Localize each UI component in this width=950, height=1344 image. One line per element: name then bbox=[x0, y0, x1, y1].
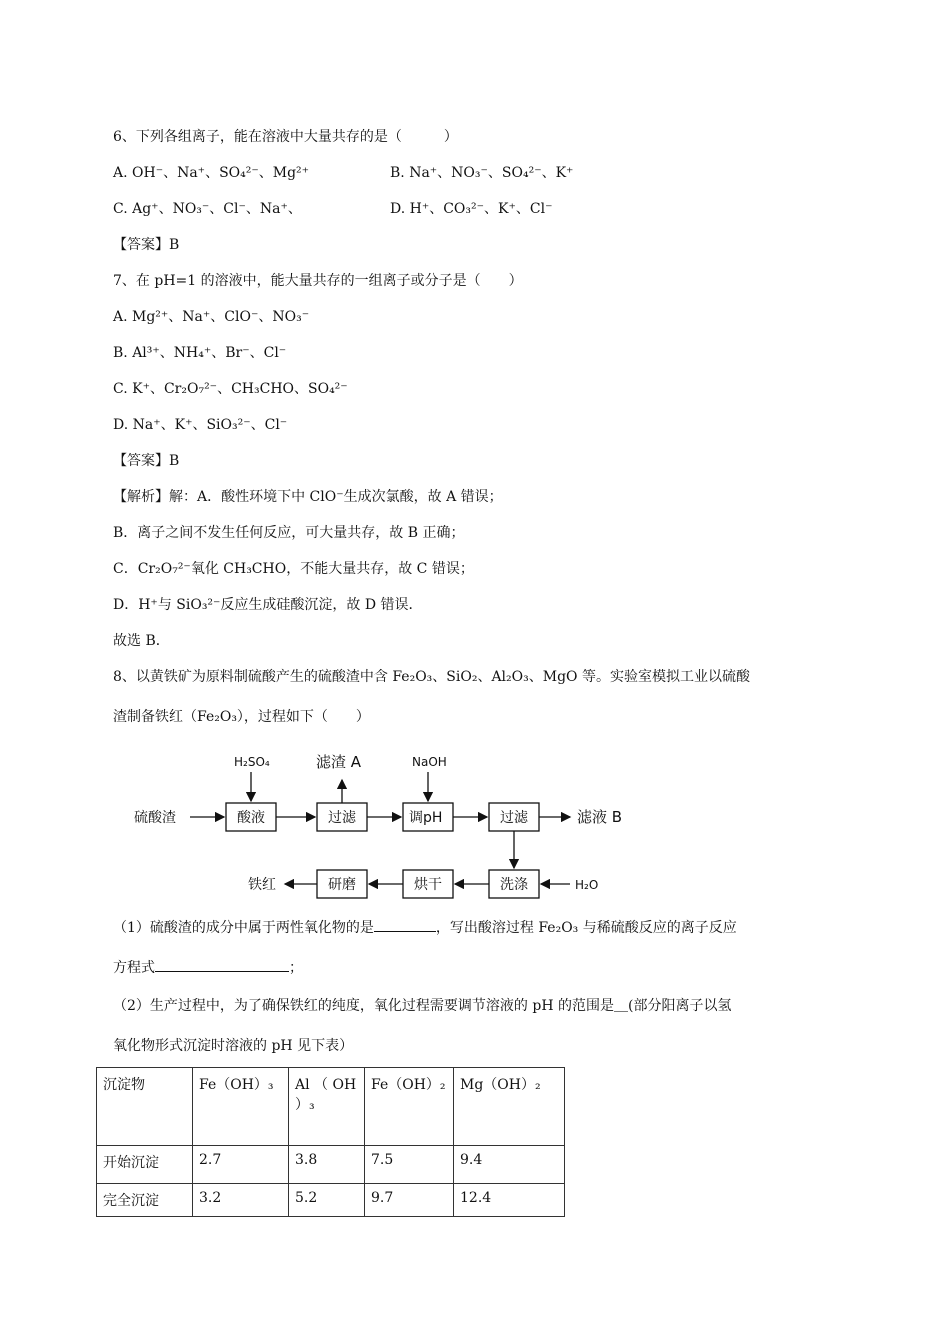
q8-stem-line1: 8、以黄铁矿为原料制硫酸产生的硫酸渣中含 Fe₂O₃、SiO₂、Al₂O₃、MgO 等。实验室模拟工业以硫酸 bbox=[113, 669, 750, 685]
table-cell: 3.2 bbox=[193, 1184, 289, 1217]
table-cell: 7.5 bbox=[365, 1146, 454, 1184]
flow-box-acid-leach-label: 酸液 bbox=[237, 810, 265, 826]
q8-sub1-text-d: ； bbox=[289, 960, 303, 976]
table-cell: 3.8 bbox=[289, 1146, 365, 1184]
answer-blank[interactable] bbox=[374, 917, 436, 932]
q8-sub2-line1: （2）生产过程中，为了确保铁红的纯度，氧化过程需要调节溶液的 pH 的范围是＿(部分阳离子以氢 bbox=[113, 998, 732, 1014]
q6-option-d: D. H⁺、CO₃²⁻、K⁺、Cl⁻ bbox=[390, 201, 553, 217]
table-cell: 5.2 bbox=[289, 1184, 365, 1217]
table-cell: 9.4 bbox=[454, 1146, 565, 1184]
table-header-cell: Fe（OH）₃ bbox=[193, 1068, 289, 1146]
q6-option-c: C. Ag⁺、NO₃⁻、Cl⁻、Na⁺、 bbox=[113, 201, 302, 217]
q7-analysis-line: D．H⁺与 SiO₃²⁻反应生成硅酸沉淀，故 D 错误． bbox=[113, 597, 423, 613]
flow-filtrate-b-label: 滤液 B bbox=[577, 808, 623, 826]
table-header-cell: Fe（OH）₂ bbox=[365, 1068, 454, 1146]
table-header-cell: 沉淀物 bbox=[97, 1068, 193, 1146]
flow-input-label: 硫酸渣 bbox=[134, 810, 176, 826]
q6-answer: 【答案】B bbox=[113, 237, 180, 253]
q8-sub2-line2: 氧化物形式沉淀时溶液的 pH 见下表） bbox=[113, 1038, 354, 1054]
flow-box-dry-label: 烘干 bbox=[414, 877, 442, 893]
table-header-cell: Mg（OH）₂ bbox=[454, 1068, 565, 1146]
table-cell: 9.7 bbox=[365, 1184, 454, 1217]
table-header-row bbox=[97, 1068, 565, 1146]
q7-analysis-line: 故选 B． bbox=[113, 633, 170, 649]
q8-sub1-line1 bbox=[113, 917, 737, 938]
flow-box-wash-label: 洗涤 bbox=[500, 877, 528, 893]
q7-analysis-line: C．Cr₂O₇²⁻氧化 CH₃CHO，不能大量共存，故 C 错误； bbox=[113, 561, 474, 577]
q8-sub1-line2 bbox=[113, 957, 303, 978]
process-flow-diagram bbox=[130, 742, 650, 902]
flow-reagent-h2o: H₂O bbox=[575, 878, 599, 892]
answer-blank[interactable] bbox=[155, 957, 289, 972]
q7-option-a: A. Mg²⁺、Na⁺、ClO⁻、NO₃⁻ bbox=[113, 309, 310, 325]
q7-option-c: C. K⁺、Cr₂O₇²⁻、CH₃CHO、SO₄²⁻ bbox=[113, 381, 348, 397]
flow-reagent-naoh: NaOH bbox=[412, 755, 447, 769]
q8-sub1-text-c: 方程式 bbox=[113, 960, 155, 976]
flow-box-grind-label: 研磨 bbox=[328, 877, 356, 893]
flow-reagent-h2so4: H₂SO₄ bbox=[234, 755, 270, 769]
q8-stem-line2: 渣制备铁红（Fe₂O₃），过程如下（ ） bbox=[113, 709, 370, 725]
precipitation-ph-table bbox=[96, 1067, 565, 1217]
q7-option-b: B. Al³⁺、NH₄⁺、Br⁻、Cl⁻ bbox=[113, 345, 287, 361]
q7-option-d: D. Na⁺、K⁺、SiO₃²⁻、Cl⁻ bbox=[113, 417, 288, 433]
q6-option-b: B. Na⁺、NO₃⁻、SO₄²⁻、K⁺ bbox=[390, 165, 574, 181]
q7-analysis-line: 【解析】解：A．酸性环境下中 ClO⁻生成次氯酸，故 A 错误； bbox=[113, 489, 503, 505]
table-row bbox=[97, 1146, 565, 1184]
q7-analysis-line: B．离子之间不发生任何反应，可大量共存，故 B 正确； bbox=[113, 525, 465, 541]
table-row bbox=[97, 1184, 565, 1217]
table-cell: 开始沉淀 bbox=[97, 1146, 193, 1184]
table-cell: 完全沉淀 bbox=[97, 1184, 193, 1217]
flow-box-filter-1-label: 过滤 bbox=[328, 810, 356, 826]
flow-box-filter-2-label: 过滤 bbox=[500, 810, 528, 826]
flow-residue-a-label: 滤渣 A bbox=[316, 753, 362, 771]
q7-answer: 【答案】B bbox=[113, 453, 180, 469]
q8-sub1-text-b: ，写出酸溶过程 Fe₂O₃ 与稀硫酸反应的离子反应 bbox=[435, 920, 737, 936]
q6-stem: 6、下列各组离子，能在溶液中大量共存的是（ ） bbox=[113, 129, 458, 145]
q6-option-a: A. OH⁻、Na⁺、SO₄²⁻、Mg²⁺ bbox=[113, 165, 310, 181]
q8-sub1-text-a: （1）硫酸渣的成分中属于两性氧化物的是 bbox=[113, 920, 374, 936]
q7-stem: 7、在 pH=1 的溶液中，能大量共存的一组离子或分子是（ ） bbox=[113, 273, 523, 289]
table-header-cell: Al （ OH ）₃ bbox=[289, 1068, 365, 1146]
flow-box-adjust-ph-label: 调pH bbox=[409, 810, 443, 826]
table-cell: 12.4 bbox=[454, 1184, 565, 1217]
flow-output-label: 铁红 bbox=[248, 877, 276, 893]
table-cell: 2.7 bbox=[193, 1146, 289, 1184]
